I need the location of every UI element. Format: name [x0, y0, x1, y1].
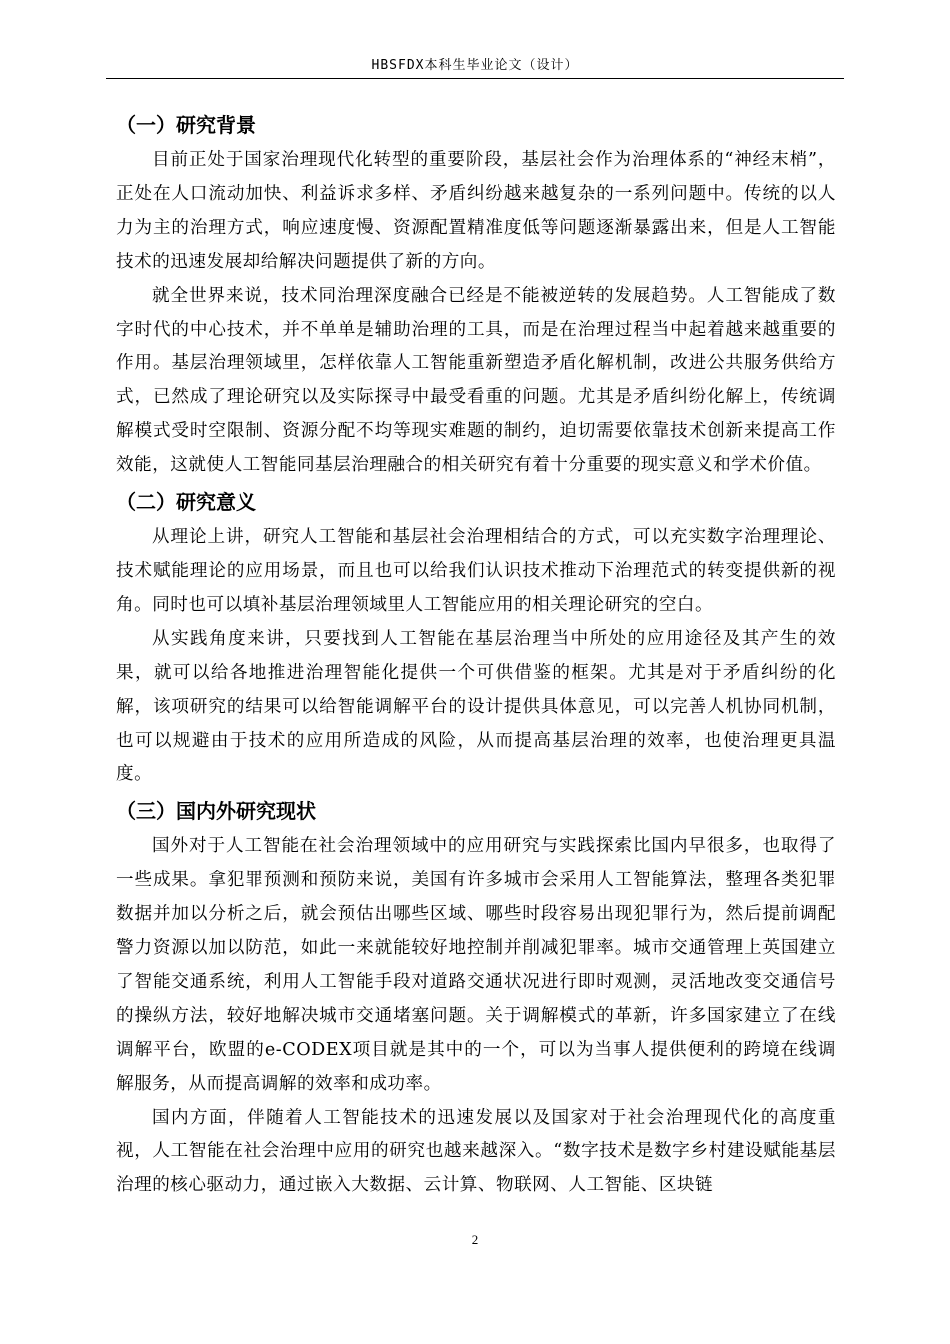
page-body [116, 106, 836, 1203]
page-number: 2 [471, 1232, 479, 1247]
section-heading: （三）国内外研究现状 [116, 799, 316, 824]
paragraph: 国外对于人工智能在社会治理领域中的应用研究与实践探索比国内早很多，也取得了一些成果。拿犯罪预测和预防来说，美国有许多城市会采用人工智能算法，整理各类犯罪数据并加以分析之后，就会预估出哪些区域、哪些时段容易出现犯罪行为，然后提前调配警力资源以加以防范，如此一来就能较好地控制并削减犯罪率。城市交通管理上英国建立了智能交通系统，利用人工智能手段对道路交通状况进行即时观测，灵活地改变交通信号的操纵方法，较好地解决城市交通堵塞问题。关于调解模式的革新，许多国家建立了在线调解平台，欧盟的e-CODEX项目就是其中的一个，可以为当事人提供便利的跨境在线调解服务，从而提高调解的效率和成功率。 [116, 836, 836, 1094]
section-heading: （二）研究意义 [116, 490, 256, 515]
paragraph: 国内方面，伴随着人工智能技术的迅速发展以及国家对于社会治理现代化的高度重视，人工智能在社会治理中应用的研究也越来越深入。“数字技术是数字乡村建设赋能基层治理的核心驱动力，通过嵌入大数据、云计算、物联网、人工智能、区块链 [116, 1107, 836, 1196]
paragraph: 就全世界来说，技术同治理深度融合已经是不能被逆转的发展趋势。人工智能成了数字时代的中心技术，并不单单是辅助治理的工具，而是在治理过程当中起着越来越重要的作用。基层治理领域里，怎样依靠人工智能重新塑造矛盾化解机制，改进公共服务供给方式，已然成了理论研究以及实际探寻中最受看重的问题。尤其是矛盾纠纷化解上，传统调解模式受时空限制、资源分配不均等现实难题的制约，迫切需要依靠技术创新来提高工作效能，这就使人工智能同基层治理融合的相关研究有着十分重要的现实意义和学术价值。 [116, 285, 836, 476]
section-research-significance [116, 483, 836, 792]
header-title: HBSFDX本科生毕业论文（设计） [371, 58, 579, 73]
section-research-background [116, 106, 836, 483]
section-research-status [116, 792, 836, 1203]
paragraph: 从理论上讲，研究人工智能和基层社会治理相结合的方式，可以充实数字治理理论、技术赋能理论的应用场景，而且也可以给我们认识技术推动下治理范式的转变提供新的视角。同时也可以填补基层治理领域里人工智能应用的相关理论研究的空白。 [116, 527, 836, 615]
header-divider [106, 78, 844, 79]
section-heading: （一）研究背景 [116, 113, 256, 137]
paragraph: 从实践角度来讲，只要找到人工智能在基层治理当中所处的应用途径及其产生的效果，就可以给各地推进治理智能化提供一个可供借鉴的框架。尤其是对于矛盾纠纷的化解，该项研究的结果可以给智能调解平台的设计提供具体意见，可以完善人机协同机制，也可以规避由于技术的应用所造成的风险，从而提高基层治理的效率，也使治理更具温度。 [116, 628, 836, 785]
paragraph: 目前正处于国家治理现代化转型的重要阶段，基层社会作为治理体系的“神经末梢”，正处在人口流动加快、利益诉求多样、矛盾纠纷越来越复杂的一系列问题中。传统的以人力为主的治理方式，响应速度慢、资源配置精准度低等问题逐渐暴露出来，但是人工智能技术的迅速发展却给解决问题提供了新的方向。 [116, 150, 836, 272]
